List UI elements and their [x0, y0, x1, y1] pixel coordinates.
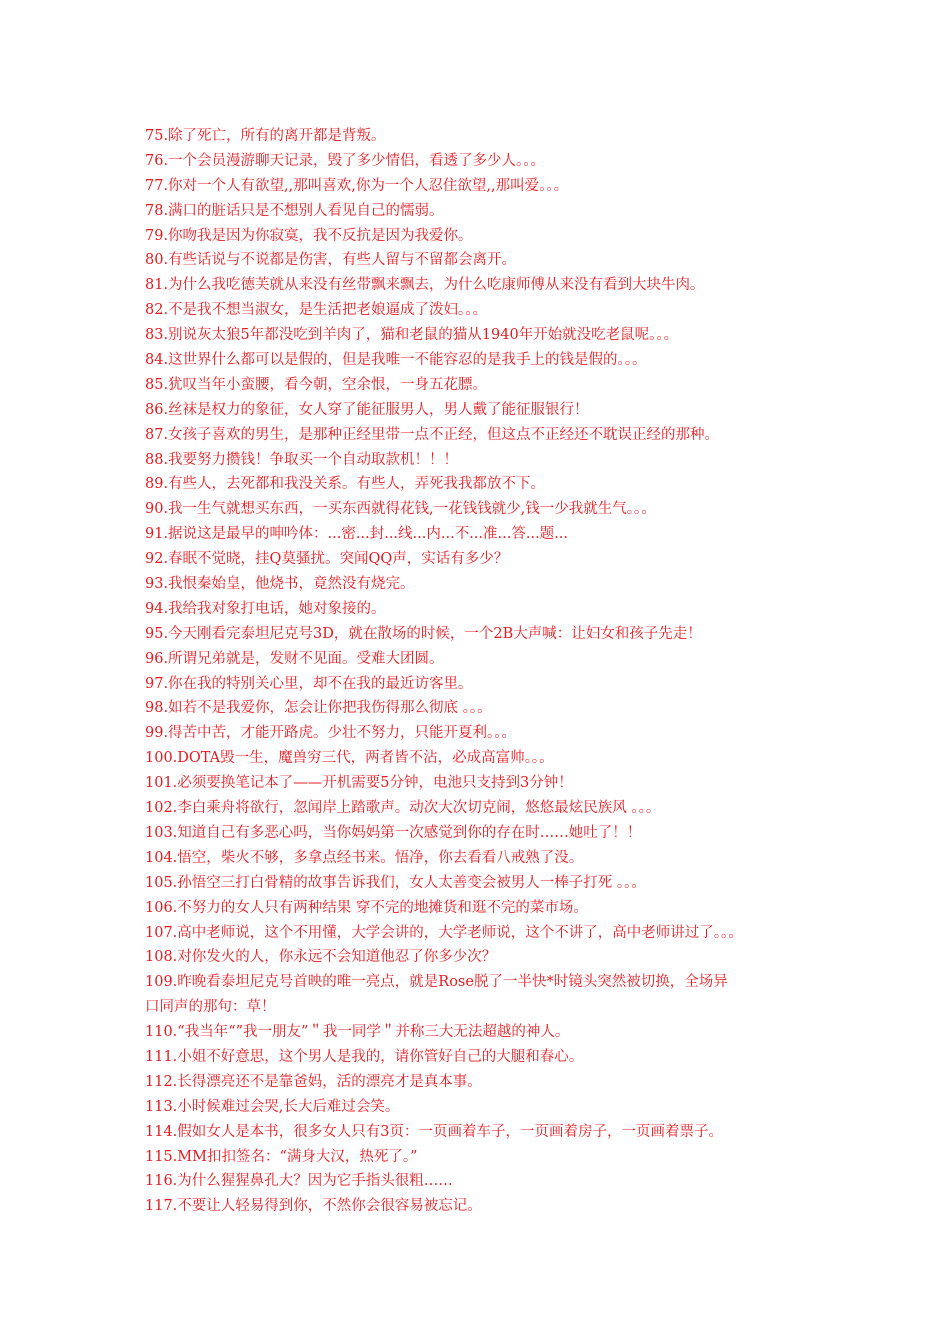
text-line: 107.高中老师说，这个不用懂，大学会讲的，大学老师说，这个不讲了，高中老师讲过了。。。: [145, 924, 743, 941]
text-line: 84.这世界什么都可以是假的，但是我唯一不能容忍的是我手上的钱是假的。。。: [145, 352, 647, 369]
text-line: 80.有些话说与不说都是伤害，有些人留与不留都会离开。: [145, 252, 517, 269]
text-line: 82.不是我不想当淑女，是生活把老娘逼成了泼妇。。。: [145, 302, 488, 319]
text-line: 78.满口的脏话只是不想别人看见自己的懦弱。: [145, 202, 444, 219]
text-line: 105.孙悟空三打白骨精的故事告诉我们，女人太善变会被男人一棒子打死 。。。: [145, 874, 646, 891]
text-line: 108.对你发火的人，你永远不会知道他忍了你多少次？: [145, 949, 497, 966]
text-line: 98.如若不是我爱你，怎会让你把我伤得那么彻底 。。。: [145, 700, 492, 717]
text-line: 113.小时候难过会哭,长大后难过会笑。: [145, 1098, 400, 1115]
text-line: 95.今天刚看完泰坦尼克号3D，就在散场的时候，一个2B大声喊：让妇女和孩子先走！: [145, 625, 702, 642]
text-line: 103.知道自己有多恶心吗，当你妈妈第一次感觉到你的存在时……她吐了！！: [145, 824, 642, 841]
text-line: 112.长得漂亮还不是靠爸妈，活的漂亮才是真本事。: [145, 1073, 482, 1090]
text-line: 111.小姐不好意思，这个男人是我的，请你管好自己的大腿和春心。: [145, 1048, 584, 1065]
text-line: 97.你在我的特别关心里，却不在我的最近访客里。: [145, 675, 473, 692]
text-line: 101.必须要换笔记本了——开机需要5分钟，电池只支持到3分钟！: [145, 775, 573, 792]
text-line: 87.女孩子喜欢的男生，是那种正经里带一点不正经，但这点不正经还不耽误正经的那种。: [145, 426, 720, 443]
text-line: 109.昨晚看泰坦尼克号首映的唯一亮点，就是Rose脱了一半快*时镜头突然被切换，全场异: [145, 974, 728, 991]
text-line: 85.犹叹当年小蛮腰，看今朝，空余恨，一身五花膘。: [145, 376, 488, 393]
text-line: 79.你吻我是因为你寂寞，我不反抗是因为我爱你。: [145, 227, 473, 244]
text-line: 96.所谓兄弟就是，发财不见面。受难大团圆。: [145, 650, 444, 667]
text-line: 89.有些人，去死都和我没关系。有些人，弄死我我都放不下。: [145, 476, 546, 493]
text-line: 104.悟空，柴火不够，多拿点经书来。悟净，你去看看八戒熟了没。: [145, 849, 584, 866]
text-line: 77.你对一个人有欲望,,那叫喜欢,你为一个人忍住欲望,,那叫爱。。。: [145, 177, 569, 194]
text-line: 92.春眠不觉晓，挂Q莫骚扰。突闻QQ声，实话有多少？: [145, 551, 509, 568]
text-line: 115.MM扣扣签名：“满身大汉，热死了。”: [145, 1148, 418, 1165]
text-line: 91.据说这是最早的呻吟体：...密...封...线...内...不...准...答...题...: [145, 526, 569, 543]
text-line: 76.一个会员漫游聊天记录，毁了多少情侣，看透了多少人。。。: [145, 152, 546, 169]
text-line: 93.我恨秦始皇，他烧书，竟然没有烧完。: [145, 576, 415, 593]
text-line: 口同声的那句：草！: [145, 999, 276, 1016]
text-line: 117.不要让人轻易得到你，不然你会很容易被忘记。: [145, 1198, 482, 1215]
text-line: 116.为什么猩猩鼻孔大？因为它手指头很粗……: [145, 1173, 453, 1190]
text-line: 100.DOTA毁一生，魔兽穷三代，两者皆不沾，必成高富帅。。。: [145, 750, 554, 767]
text-line: 114.假如女人是本书，很多女人只有3页：一页画着车子，一页画着房子，一页画着票子。: [145, 1123, 724, 1140]
text-line: 86.丝袜是权力的象征，女人穿了能征服男人，男人戴了能征服银行！: [145, 401, 589, 418]
text-line: 110.“我当年“”我一朋友”＂我一同学＂并称三大无法超越的神人。: [145, 1024, 570, 1041]
text-line: 75.除了死亡，所有的离开都是背叛。: [145, 128, 386, 144]
text-line: 88.我要努力攒钱！争取买一个自动取款机！！！: [145, 451, 459, 468]
text-line: 102.李白乘舟将欲行，忽闻岸上踏歌声。动次大次切克闹，悠悠最炫民族风 。。。: [145, 800, 661, 817]
text-line: 99.得苦中苦，才能开路虎。少壮不努力，只能开夏利。。。: [145, 725, 517, 742]
text-line: 94.我给我对象打电话，她对象接的。: [145, 600, 386, 617]
text-line: 81.为什么我吃德芙就从来没有丝带飘来飘去，为什么吃康师傅从来没有看到大块牛肉。: [145, 277, 705, 294]
document-body: [145, 124, 815, 1219]
text-line: 83.别说灰太狼5年都没吃到羊肉了，猫和老鼠的猫从1940年开始就没吃老鼠呢。。。: [145, 327, 679, 344]
text-line: 106.不努力的女人只有两种结果 穿不完的地摊货和逛不完的菜市场。: [145, 899, 588, 916]
text-line: 90.我一生气就想买东西，一买东西就得花钱,一花钱钱就少,钱一少我就生气。。。: [145, 501, 656, 518]
